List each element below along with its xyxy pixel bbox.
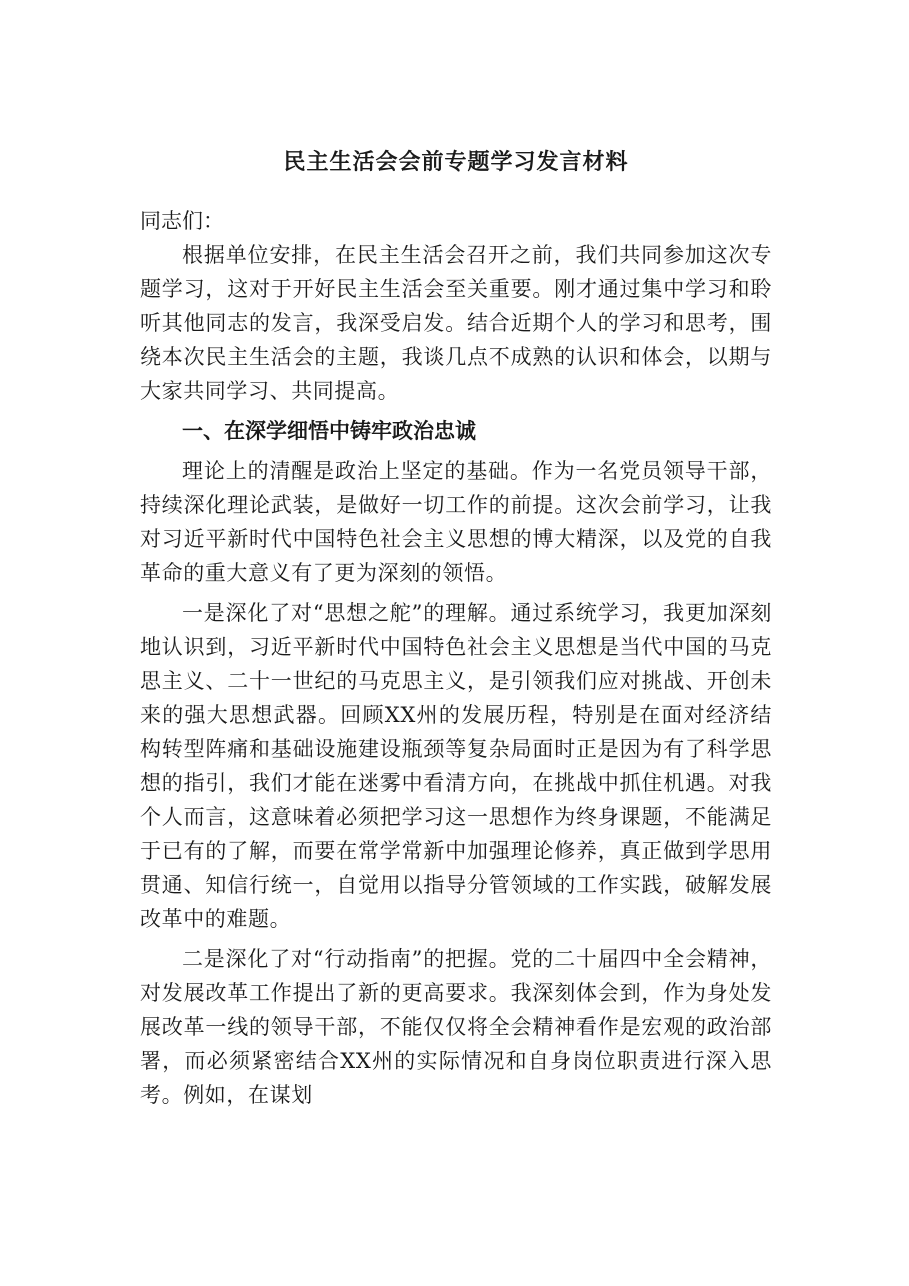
section-paragraph: 理论上的清醒是政治上坚定的基础。作为一名党员领导干部，持续深化理论武装，是做好一切工作的前提。这次会前学习，让我对习近平新时代中国特色社会主义思想的博大精深，以及党的自我革命的重大意义有了更为深刻的领悟。: [140, 459, 772, 585]
point-one-paragraph: 一是深化了对“思想之舵”的理解。通过系统学习，我更加深刻地认识到，习近平新时代中国特色社会主义思想是当代中国的马克思主义、二十一世纪的马克思主义，是引领我们应对挑战、开创未来的强大思想武器。回顾XX州的发展历程，特别是在面对经济结构转型阵痛和基础设施建设瓶颈等复杂局面时正是因为有了科学思想的指引，我们才能在迷雾中看清方向，在挑战中抓住机遇。对我个人而言，这意味着必须把学习这一思想作为终身课题，不能满足于已有的了解，而要在常学常新中加强理论修养，真正做到学思用贯通、知信行统一，自觉用以指导分管领域的工作实践，破解发展改革中的难题。: [140, 601, 772, 931]
salutation: 同志们：: [140, 209, 224, 233]
point-two-paragraph: 二是深化了对“行动指南”的把握。党的二十届四中全会精神，对发展改革工作提出了新的更高要求。我深刻体会到，作为身处发展改革一线的领导干部，不能仅仅将全会精神看作是宏观的政治部署，而必须紧密结合XX州的实际情况和自身岗位职责进行深入思考。例如，在谋划: [140, 947, 772, 1107]
document-title: 民主生活会会前专题学习发言材料: [283, 149, 629, 175]
section-heading-1: 一、在深学细悟中铸牢政治忠诚: [182, 419, 476, 443]
document-body: [140, 146, 772, 1112]
intro-paragraph: 根据单位安排，在民主生活会召开之前，我们共同参加这次专题学习，这对于开好民主生活会至关重要。刚才通过集中学习和聆听其他同志的发言，我深受启发。结合近期个人的学习和思考，围绕本次民主生活会的主题，我谈几点不成熟的认识和体会，以期与大家共同学习、共同提高。: [140, 243, 772, 403]
